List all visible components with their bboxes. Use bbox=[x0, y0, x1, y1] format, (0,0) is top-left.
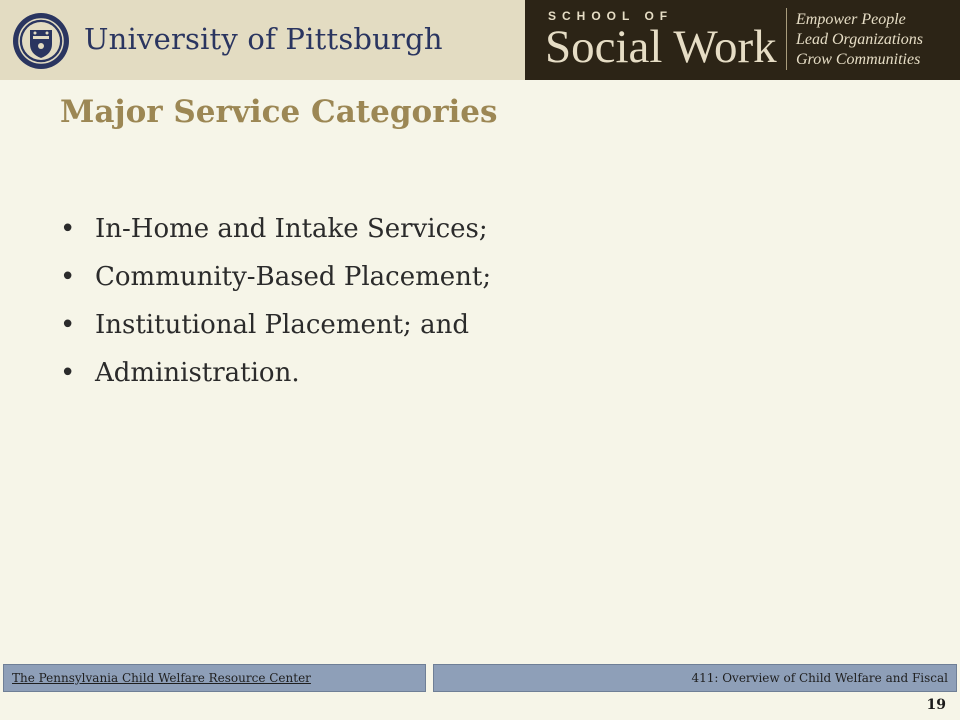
bullet-text: Administration. bbox=[95, 358, 300, 388]
school-label-big: Social Work bbox=[545, 21, 777, 73]
bullet-text: Community-Based Placement; bbox=[95, 262, 492, 292]
bullet-item bbox=[60, 349, 491, 397]
bullet-dot-icon: • bbox=[60, 358, 76, 388]
bullet-dot-icon: • bbox=[60, 262, 76, 292]
university-seal-icon bbox=[12, 12, 70, 70]
tagline-line: Grow Communities bbox=[796, 51, 921, 68]
slide-title: Major Service Categories bbox=[60, 94, 498, 130]
bullet-item bbox=[60, 253, 491, 301]
bullet-item bbox=[60, 301, 491, 349]
footer-course-title: 411: Overview of Child Welfare and Fiscal bbox=[433, 664, 957, 692]
page-number: 19 bbox=[926, 697, 946, 713]
banner-divider bbox=[786, 8, 787, 70]
bullet-list bbox=[60, 205, 491, 397]
university-name: University of Pittsburgh bbox=[84, 22, 443, 56]
bullet-text: Institutional Placement; and bbox=[95, 310, 469, 340]
bullet-dot-icon: • bbox=[60, 310, 76, 340]
bullet-text: In-Home and Intake Services; bbox=[95, 214, 488, 244]
school-label-small: SCHOOL OF bbox=[548, 9, 674, 23]
footer-organization[interactable] bbox=[3, 664, 426, 692]
footer-organization-link[interactable]: The Pennsylvania Child Welfare Resource Center bbox=[12, 671, 311, 685]
school-tagline bbox=[796, 10, 923, 70]
tagline-line: Empower People bbox=[796, 11, 906, 28]
tagline-line: Lead Organizations bbox=[796, 31, 923, 48]
bullet-item bbox=[60, 205, 491, 253]
bullet-dot-icon: • bbox=[60, 214, 76, 244]
